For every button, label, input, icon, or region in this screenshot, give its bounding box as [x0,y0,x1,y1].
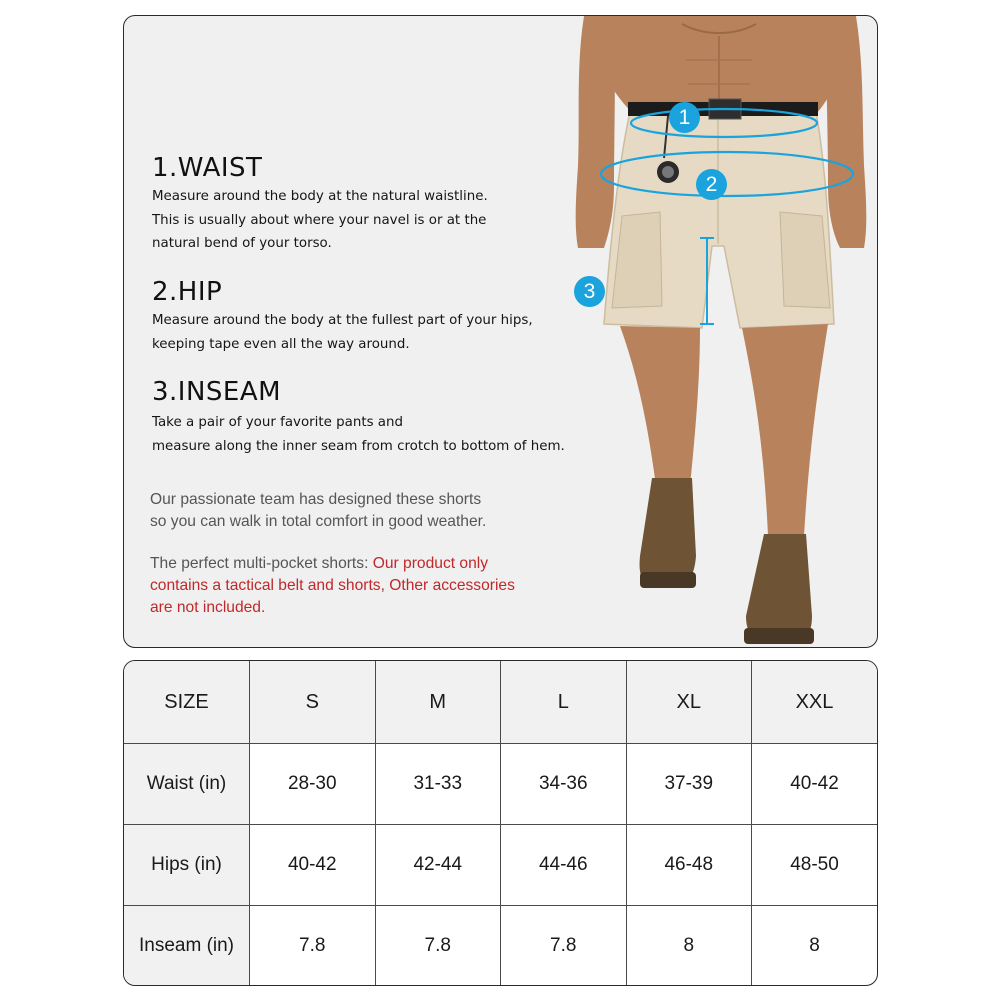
right-boot [746,534,812,644]
table-cell: 37-39 [626,744,752,825]
table-cell: 40-42 [752,744,878,825]
table-cell: 48-50 [752,825,878,906]
row-label: Waist (in) [124,744,250,825]
table-cell: 31-33 [375,744,501,825]
notice-prefix: The perfect multi-pocket shorts: [150,555,373,572]
inseam-line: Take a pair of your favorite pants and [152,415,403,430]
size-header-cell: S [250,661,376,744]
promo-line: so you can walk in total comfort in good weather. [150,513,487,530]
table-row [124,744,877,825]
left-boot [640,478,696,588]
model-figure [564,16,878,648]
badge-3: 3 [574,276,605,307]
notice-red-text: contains a tactical belt and shorts, Other accessories [150,577,515,594]
row-label: Hips (in) [124,825,250,906]
table-cell: 8 [626,906,752,985]
size-chart-table [124,661,877,985]
table-cell: 42-44 [375,825,501,906]
table-cell: 34-36 [501,744,627,825]
model-right-arm [826,16,866,248]
size-chart-panel [123,660,878,986]
model-left-leg [620,326,700,486]
size-header-row [124,661,877,744]
notice-red-text: are not included. [150,599,266,616]
table-cell: 28-30 [250,744,376,825]
inseam-description [152,411,565,458]
model-right-leg [742,324,828,536]
table-cell: 7.8 [375,906,501,985]
table-cell: 8 [752,906,878,985]
waist-heading: 1.WAIST [152,153,263,183]
waist-description [152,185,488,256]
hip-heading: 2.HIP [152,277,223,307]
size-header-cell: SIZE [124,661,250,744]
table-row [124,906,877,985]
table-cell: 46-48 [626,825,752,906]
promo-text [150,489,486,533]
waist-line: This is usually about where your navel is or at the [152,212,487,228]
table-cell: 40-42 [250,825,376,906]
size-header-cell: XL [626,661,752,744]
table-row [124,825,877,906]
model-illustration [564,16,878,648]
table-cell: 44-46 [501,825,627,906]
hip-line: keeping tape even all the way around. [152,336,410,352]
measurement-guide-panel [123,15,878,648]
notice-red-text: Our product only [372,555,489,572]
promo-line: Our passionate team has designed these shorts [150,491,482,508]
size-header-cell: L [501,661,627,744]
inseam-line: measure along the inner seam from crotch to bottom of hem. [152,438,565,454]
waist-line: natural bend of your torso. [152,236,332,251]
table-cell: 7.8 [501,906,627,985]
row-label: Inseam (in) [124,906,250,985]
inseam-heading: 3.INSEAM [152,377,282,407]
badge-1: 1 [669,102,700,133]
badge-2: 2 [696,169,727,200]
model-left-arm [576,16,615,248]
size-header-cell: XXL [752,661,878,744]
size-header-cell: M [375,661,501,744]
accessory-notice [150,553,515,619]
waist-line: Measure around the body at the natural waistline. [152,189,488,204]
hip-line: Measure around the body at the fullest part of your hips, [152,313,533,328]
table-cell: 7.8 [250,906,376,985]
hip-description [152,309,533,356]
